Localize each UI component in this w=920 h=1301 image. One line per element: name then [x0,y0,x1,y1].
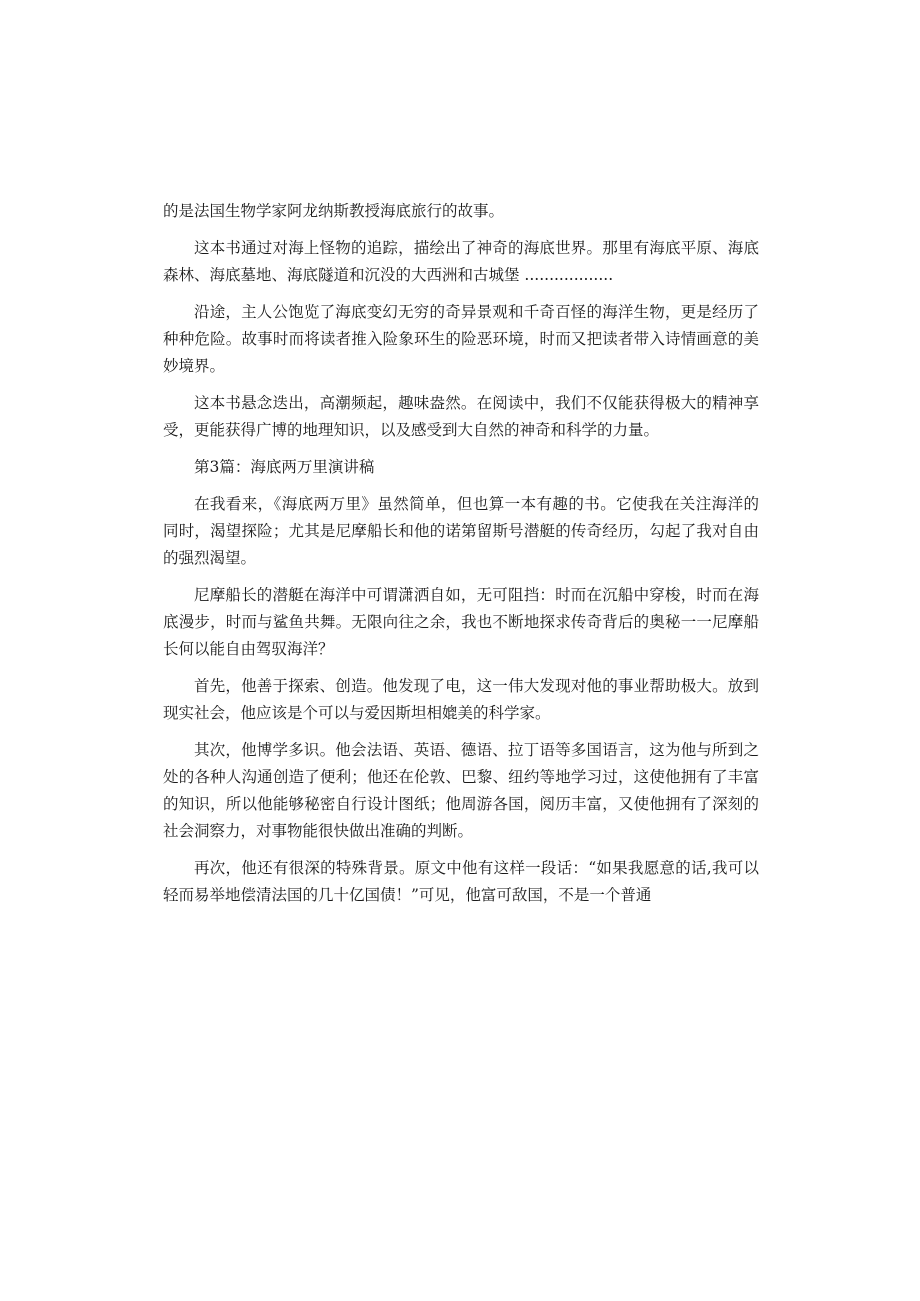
text-line: 处的各种人沟通创造了便利；他还在伦敦、巴黎、纽约等地学习过，这使他拥有了丰富 [163,768,759,786]
text-line: 长何以能自由驾驭海洋？ [163,640,334,658]
paragraph [163,299,759,380]
section-heading [163,454,759,481]
paragraph [163,390,759,444]
paragraph [163,855,759,909]
text-line: 的强烈渴望。 [163,549,257,567]
text-line: 再次，他还有很深的特殊背景。原文中他有这样一段话：“如果我愿意的话,我可以 [194,859,759,877]
text-line: 在我看来，《海底两万里》虽然简单，但也算一本有趣的书。它使我在关注海洋的 [194,495,759,513]
text-line: 底漫步，时而与鲨鱼共舞。无限向往之余，我也不断地探求传奇背后的奥秘一一尼摩船 [163,613,759,631]
paragraph [163,673,759,727]
text-line: 现实社会，他应该是个可以与爱因斯坦相媲美的科学家。 [163,704,551,722]
text-line: 尼摩船长的潜艇在海洋中可谓潇洒自如，无可阻挡：时而在沉船中穿梭，时而在海 [194,586,759,604]
text-line: 这本书通过对海上怪物的追踪，描绘出了神奇的海底世界。那里有海底平原、海底 [194,239,759,257]
paragraph [163,737,759,845]
section-title: 第3篇：海底两万里演讲稿 [194,458,375,476]
text-line: 这本书悬念迭出，高潮频起，趣味盎然。在阅读中，我们不仅能获得极大的精神享 [194,394,759,412]
text-line: 首先，他善于探索、创造。他发现了电，这一伟大发现对他的事业帮助极大。放到 [194,677,759,695]
text-line: 社会洞察力，对事物能很快做出准确的判断。 [163,822,474,840]
text-line: 妙境界。 [163,357,226,375]
text-line: 种种危险。故事时而将读者推入险象环生的险恶环境，时而又把读者带入诗情画意的美 [163,330,759,348]
paragraph [163,491,759,572]
text-line: 沿途，主人公饱览了海底变幻无穷的奇异景观和千奇百怪的海洋生物，更是经历了 [194,303,759,321]
text-line: 的知识，所以他能够秘密自行设计图纸；他周游各国，阅历丰富，又使他拥有了深刻的 [163,795,759,813]
paragraph [163,235,759,289]
text-line: 的是法国生物学家阿龙纳斯教授海底旅行的故事。 [163,202,505,220]
paragraph [163,198,759,225]
text-line: 轻而易举地偿清法国的几十亿国债！”可见，他富可敌国，不是一个普通 [163,886,652,904]
text-line: 同时，渴望探险；尤其是尼摩船长和他的诺第留斯号潜艇的传奇经历，勾起了我对自由 [163,522,759,540]
text-line: 其次，他博学多识。他会法语、英语、德语、拉丁语等多国语言，这为他与所到之 [194,741,759,759]
paragraph [163,582,759,663]
text-line: 森林、海底墓地、海底隧道和沉没的大西洲和古城堡 .................. [163,266,614,284]
text-line: 受，更能获得广博的地理知识，以及感受到大自然的神奇和科学的力量。 [163,421,660,439]
document-body [163,198,759,909]
